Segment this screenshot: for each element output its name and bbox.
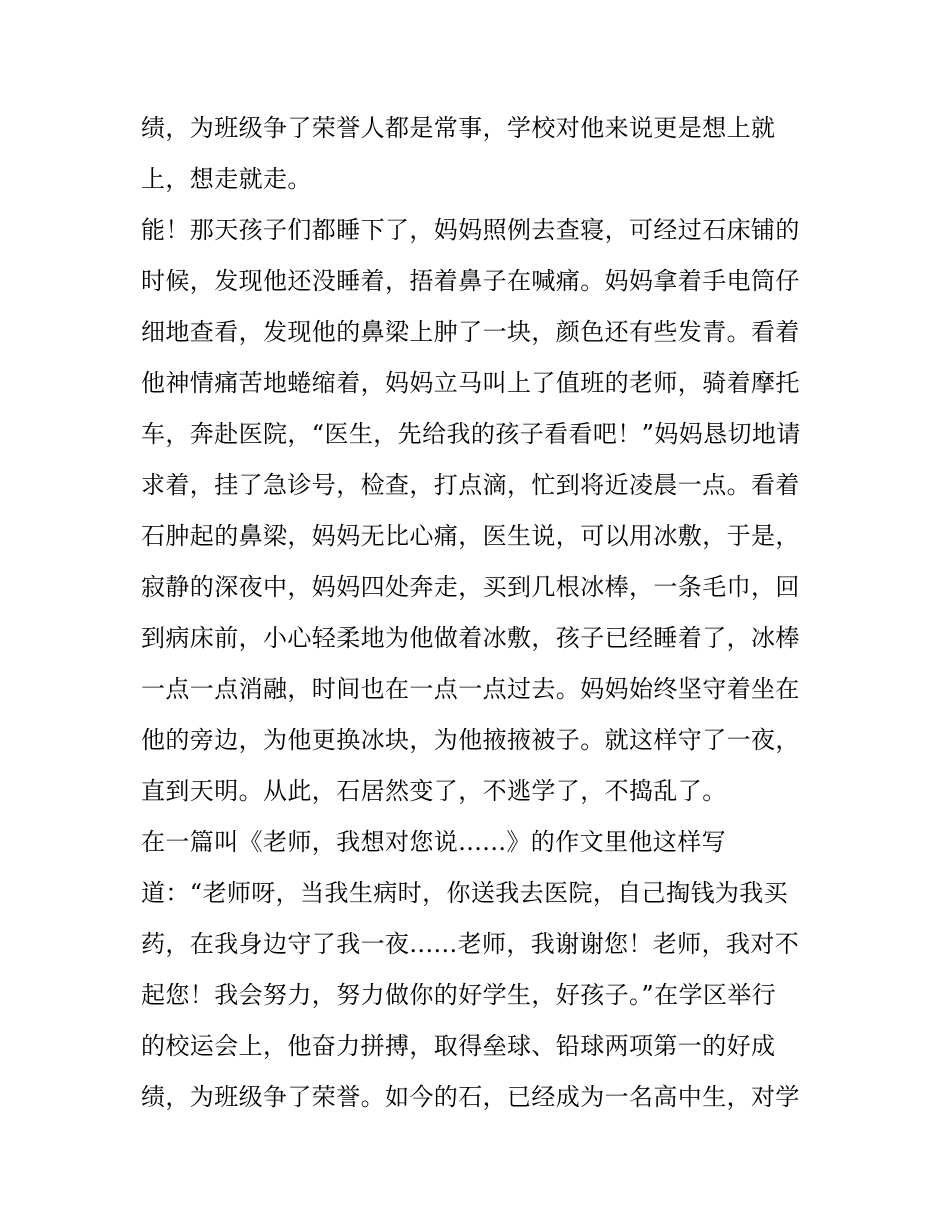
text-line: 一点一点消融，时间也在一点一点过去。妈妈始终坚守着坐在 (141, 675, 800, 703)
text-line: 他神情痛苦地蜷缩着，妈妈立马叫上了值班的老师，骑着摩托 (141, 369, 800, 397)
text-line: 石肿起的鼻梁，妈妈无比心痛，医生说，可以用冰敷，于是， (141, 522, 800, 550)
text-line: 起您！我会努力，努力做你的好学生，好孩子。”在学区举行 (141, 981, 777, 1009)
text-line: 在一篇叫《老师，我想对您说......》的作文里他这样写 (141, 828, 726, 856)
text-line: 上，想走就走。 (141, 165, 312, 193)
text-line: 的校运会上，他奋力拼搏，取得垒球、铅球两项第一的好成 (141, 1032, 776, 1060)
text-line: 时候，发现他还没睡着，捂着鼻子在喊痛。妈妈拿着手电筒仔 (141, 267, 800, 295)
text-line: 直到天明。从此，石居然变了，不逃学了，不捣乱了。 (141, 777, 727, 805)
text-line: 能！那天孩子们都睡下了，妈妈照例去查寝，可经过石床铺的 (141, 216, 800, 244)
text-line: 到病床前，小心轻柔地为他做着冰敷，孩子已经睡着了，冰棒 (141, 624, 800, 652)
text-line: 绩，为班级争了荣誉。如今的石，已经成为一名高中生，对学 (141, 1083, 800, 1111)
text-line: 他的旁边，为他更换冰块，为他掖掖被子。就这样守了一夜， (141, 726, 800, 754)
text-line: 绩，为班级争了荣誉人都是常事，学校对他来说更是想上就 (141, 114, 776, 142)
text-line: 药，在我身边守了我一夜......老师，我谢谢您！老师，我对不 (141, 930, 800, 958)
text-line: 寂静的深夜中，妈妈四处奔走，买到几根冰棒，一条毛巾，回 (141, 573, 800, 601)
text-line: 求着，挂了急诊号，检查，打点滴，忙到将近凌晨一点。看着 (141, 471, 800, 499)
text-line: 细地查看，发现他的鼻梁上肿了一块，颜色还有些发青。看着 (141, 318, 800, 346)
text-line: 车，奔赴医院，“医生，先给我的孩子看看吧！”妈妈恳切地请 (141, 420, 801, 448)
text-line: 道：“老师呀，当我生病时，你送我去医院，自己掏钱为我买 (141, 879, 789, 907)
